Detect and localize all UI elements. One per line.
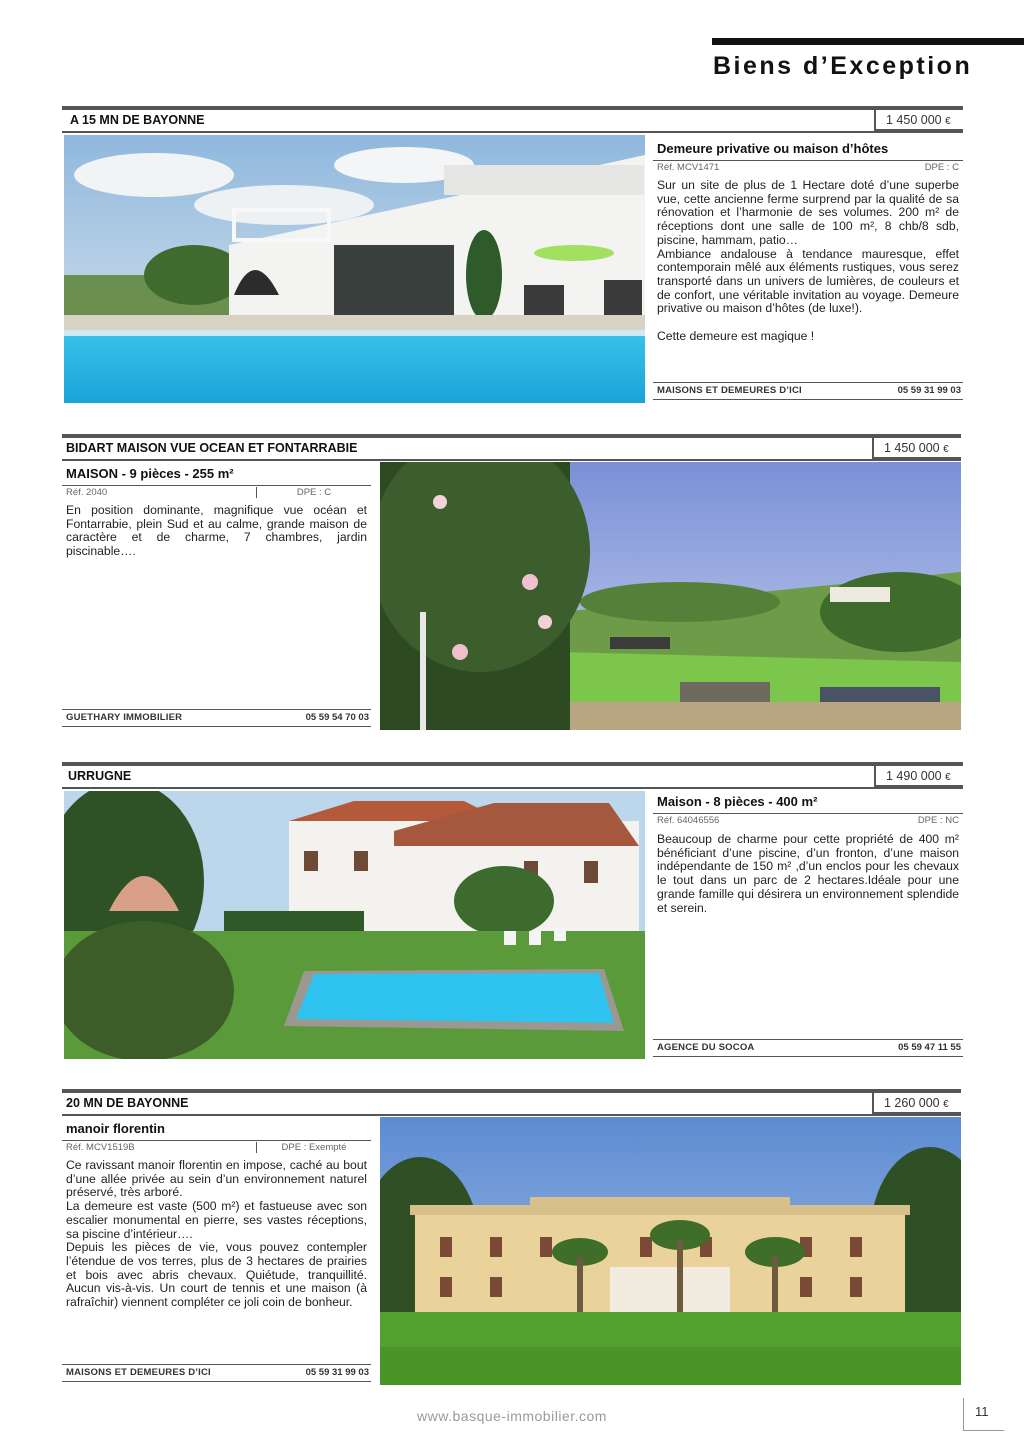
price-value: 1 260 000 xyxy=(884,1096,940,1110)
listing-card xyxy=(62,434,963,732)
agency-row xyxy=(62,709,371,727)
property-type: MAISON - 9 pièces - 255 m² xyxy=(66,466,234,481)
listing-card xyxy=(62,106,963,404)
property-type: manoir florentin xyxy=(66,1121,165,1136)
agency-row xyxy=(62,1364,371,1382)
property-description xyxy=(66,504,367,559)
property-photo-basque-house-pool xyxy=(64,791,645,1059)
price-value: 1 450 000 xyxy=(886,113,942,127)
listing-price xyxy=(874,766,963,787)
property-description xyxy=(66,1159,367,1310)
dpe-rating: DPE : C xyxy=(256,487,371,498)
agency-phone: 05 59 31 99 03 xyxy=(897,385,961,396)
listing-location: A 15 MN DE BAYONNE xyxy=(70,113,205,127)
reference-row xyxy=(62,1140,371,1155)
website-url[interactable]: www.basque-immobilier.com xyxy=(417,1408,607,1424)
reference-row xyxy=(62,485,371,500)
agency-row xyxy=(653,1039,963,1057)
agency-phone: 05 59 47 11 55 xyxy=(898,1042,961,1053)
listing-price xyxy=(872,1093,961,1114)
description-paragraph: Sur un site de plus de 1 Hectare doté d’une superbe vue, cette ancienne ferme surprend par la qualité de sa rénovation et l’harmonie de ses volumes. 200 m² de réceptions dont une salle de 100 m², 8 chb/8 sdb, piscine, hammam, patio… xyxy=(657,178,959,247)
description-paragraph: Beaucoup de charme pour cette propriété de 400 m² bénéficiant d’une piscine, d’un fronton, d’une maison indépendante de 150 m² ,d’un enclos pour les chevaux le tout dans un parc de 2 hectares.Idéale pour une grande famille qui désirera un environnement splendide et serein. xyxy=(657,832,959,915)
listing-info xyxy=(653,135,963,405)
dpe-rating: DPE : C xyxy=(924,162,959,173)
property-type: Demeure privative ou maison d’hôtes xyxy=(657,141,889,156)
reference-number: Réf. MCV1471 xyxy=(657,162,720,173)
description-paragraph: Ambiance andalouse à tendance mauresque, effet contemporain mêlé aux éléments rustiques, vous serez transporté dans un univers de lumières, de couleurs et de confort, une véritable invitation au voyage. Demeure privative ou maison d’hôtes (de luxe!). xyxy=(657,246,959,316)
listing-location: URRUGNE xyxy=(68,769,132,783)
description-paragraph: En position dominante, magnifique vue océan et Fontarrabie, plein Sud et au calme, grande maison de caractère et de charme, 7 chambres, jardin piscinable…. xyxy=(66,503,367,559)
agency-name: AGENCE DU SOCOA xyxy=(657,1042,755,1053)
agency-name: GUETHARY IMMOBILIER xyxy=(66,712,183,723)
agency-phone: 05 59 31 99 03 xyxy=(305,1367,369,1378)
property-photo-florentine-manor xyxy=(380,1117,961,1385)
price-currency: € xyxy=(943,1099,949,1110)
listing-location: BIDART MAISON VUE OCEAN ET FONTARRABIE xyxy=(66,441,358,455)
agency-row xyxy=(653,382,963,400)
description-paragraph: La demeure est vaste (500 m²) et fastueuse avec son escalier monumental en pierre, ses vastes réceptions, sa piscine d’intérieur…. xyxy=(66,1199,367,1241)
property-description xyxy=(657,179,959,344)
description-paragraph: Cette demeure est magique ! xyxy=(657,329,815,344)
description-paragraph: Ce ravissant manoir florentin en impose, caché au bout d’une allée privée au sein d’un environnement naturel préservé, très arboré. xyxy=(66,1158,367,1200)
price-value: 1 450 000 xyxy=(884,441,940,455)
dpe-rating: DPE : NC xyxy=(917,815,959,826)
listing-location-row xyxy=(62,110,963,133)
reference-number: Réf. 2040 xyxy=(66,487,108,498)
reference-number: Réf. MCV1519B xyxy=(66,1142,135,1153)
price-currency: € xyxy=(943,444,949,455)
page-title: Biens d’Exception xyxy=(713,52,973,80)
description-paragraph: Depuis les pièces de vie, vous pouvez contempler l’étendue de vos terres, plus de 3 hectares de prairies et bois avec abris chevaux. Quiétude, tranquillité. Aucun vis-à-vis. Un court de tennis et une maison (à rafraîchir) viennent compléter ce joli coin de bonheur. xyxy=(66,1240,367,1310)
listing-location: 20 MN DE BAYONNE xyxy=(66,1096,189,1110)
agency-phone: 05 59 54 70 03 xyxy=(305,712,369,723)
listing-location-row xyxy=(62,1093,961,1116)
listing-location-row xyxy=(62,766,963,789)
price-value: 1 490 000 xyxy=(886,769,942,783)
property-description xyxy=(657,833,959,915)
property-type: Maison - 8 pièces - 400 m² xyxy=(657,794,818,809)
agency-name: MAISONS ET DEMEURES D’ICI xyxy=(66,1367,211,1378)
reference-number: Réf. 64046556 xyxy=(657,815,720,826)
price-currency: € xyxy=(945,116,951,127)
agency-name: MAISONS ET DEMEURES D’ICI xyxy=(657,385,802,396)
listing-card xyxy=(62,762,963,1060)
price-currency: € xyxy=(945,772,951,783)
reference-row xyxy=(653,813,963,828)
reference-row xyxy=(653,160,963,175)
description-paragraph xyxy=(657,316,959,330)
listing-location-row xyxy=(62,438,961,461)
dpe-rating: DPE : Exempté xyxy=(256,1142,371,1153)
listing-info xyxy=(62,1115,371,1387)
listing-info xyxy=(653,788,963,1060)
property-photo-villa-pool xyxy=(64,135,645,403)
listing-info xyxy=(62,460,371,732)
listing-card xyxy=(62,1089,963,1387)
listing-price xyxy=(872,438,961,459)
property-photo-garden-terrace xyxy=(380,462,961,730)
page-number: 11 xyxy=(975,1404,989,1419)
listing-price xyxy=(874,110,963,131)
header-bar xyxy=(712,38,1024,45)
